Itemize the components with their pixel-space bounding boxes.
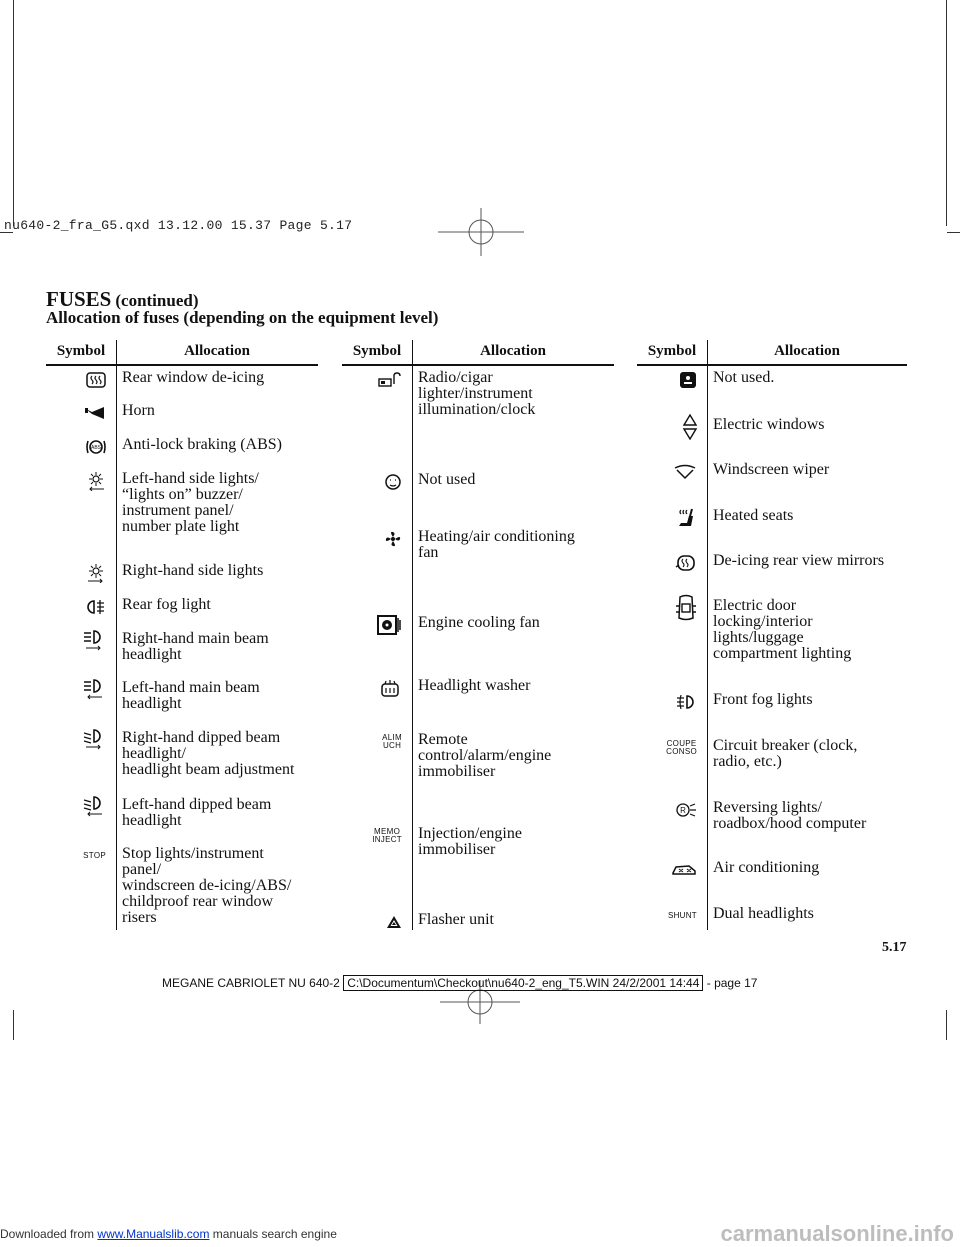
column-divider	[116, 340, 117, 930]
column-header	[637, 340, 907, 364]
fuse-allocation: Heated seats	[713, 507, 794, 524]
header-symbol: Symbol	[352, 343, 402, 359]
alim-uch-icon	[342, 732, 408, 752]
svg-text:ABS: ABS	[90, 445, 102, 451]
fuse-allocation: Electric door locking/interior lights/luggage compartment lighting	[713, 597, 852, 662]
fuse-allocation: Not used	[418, 471, 476, 488]
front-fog-lights-icon	[637, 692, 703, 712]
section-subtitle: Allocation of fuses (depending on the equipment level)	[46, 308, 439, 327]
fuse-allocation: Right-hand dipped beam headlight/ headlight beam adjustment	[122, 729, 295, 778]
header-rule	[342, 364, 614, 366]
heating-fan-icon	[342, 529, 408, 549]
fuse-allocation: Left-hand side lights/ “lights on” buzzer/ instrument panel/ number plate light	[122, 470, 259, 535]
heated-seats-icon	[637, 508, 703, 528]
manualslib-link[interactable]: www.Manualslib.com	[97, 1227, 210, 1241]
crop-mark	[13, 0, 14, 226]
radio-cigar-lighter-icon	[342, 370, 408, 390]
dipped-beam-right-icon	[46, 730, 112, 750]
headlight-washer-icon	[342, 678, 408, 698]
reversing-lights-icon	[637, 800, 703, 820]
de-icing-mirrors-icon	[637, 553, 703, 573]
header-allocation: Allocation	[184, 343, 250, 359]
crop-mark	[947, 232, 960, 233]
fuse-allocation: Right-hand side lights	[122, 562, 264, 579]
title-suffix: (continued)	[115, 291, 199, 310]
side-lights-right-icon	[46, 563, 112, 583]
side-lights-left-icon	[46, 471, 112, 491]
fuse-allocation: Horn	[122, 402, 155, 419]
crop-mark	[946, 1010, 947, 1040]
file-stamp: nu640-2_fra_G5.qxd 13.12.00 15.37 Page 5.17	[4, 218, 353, 233]
download-after: manuals search engine	[212, 1227, 337, 1241]
fuse-allocation: Rear fog light	[122, 596, 211, 613]
header-allocation: Allocation	[480, 343, 546, 359]
registration-target-icon	[438, 208, 524, 256]
column-header	[342, 340, 614, 364]
column-divider	[707, 340, 708, 930]
fuse-allocation: Reversing lights/ roadbox/hood computer	[713, 799, 867, 832]
icon-label: STOP	[83, 851, 106, 860]
fuse-allocation: Left-hand dipped beam headlight	[122, 796, 272, 829]
fuse-allocation: Flasher unit	[418, 911, 494, 928]
engine-cooling-fan-icon	[342, 615, 408, 635]
download-before: Downloaded from	[0, 1227, 95, 1241]
page-number: 5.17	[882, 940, 907, 955]
air-conditioning-icon	[637, 860, 703, 880]
fuse-allocation: Electric windows	[713, 416, 825, 433]
fuse-allocation: Engine cooling fan	[418, 614, 540, 631]
header-symbol: Symbol	[647, 343, 697, 359]
icon-label: ALIM UCH	[382, 733, 402, 750]
fuse-allocation: Dual headlights	[713, 905, 814, 922]
fuse-allocation: Left-hand main beam headlight	[122, 679, 260, 712]
fuse-column-3	[637, 340, 907, 930]
windscreen-wiper-icon	[637, 462, 703, 482]
abs-icon	[46, 437, 112, 457]
fuse-allocation: Anti-lock braking (ABS)	[122, 436, 282, 453]
fuse-allocation: De-icing rear view mirrors	[713, 552, 885, 569]
stop-icon	[46, 846, 112, 866]
header-rule	[637, 364, 907, 366]
fuse-allocation: Rear window de-icing	[122, 369, 265, 386]
flasher-unit-icon	[342, 912, 408, 932]
fuse-allocation: Right-hand main beam headlight	[122, 630, 269, 663]
icon-label: MEMO INJECT	[372, 827, 402, 844]
fuse-allocation: Stop lights/instrument panel/ windscreen de-icing/ABS/ childproof rear window risers	[122, 845, 292, 926]
header-symbol: Symbol	[56, 343, 106, 359]
not-used-box-icon	[637, 370, 703, 390]
rear-window-de-icing-icon	[46, 370, 112, 390]
fuse-allocation: Windscreen wiper	[713, 461, 830, 478]
header-allocation: Allocation	[774, 343, 840, 359]
icon-label: COUPE CONSO	[666, 739, 697, 756]
fuse-allocation: Headlight washer	[418, 677, 531, 694]
door-locking-icon	[637, 598, 703, 618]
coupe-conso-icon	[637, 738, 703, 758]
footer	[162, 976, 757, 990]
fuse-allocation: Front fog lights	[713, 691, 813, 708]
fuse-allocation: Heating/air conditioning fan	[418, 528, 575, 561]
electric-windows-icon	[637, 417, 703, 437]
fuse-column-1	[46, 340, 318, 930]
rear-fog-light-icon	[46, 597, 112, 617]
fuse-allocation: Injection/engine immobiliser	[418, 825, 522, 858]
crop-mark	[946, 0, 947, 226]
column-divider	[412, 340, 413, 930]
header-rule	[46, 364, 318, 366]
memo-inject-icon	[342, 826, 408, 846]
main-beam-right-icon	[46, 631, 112, 651]
dipped-beam-left-icon	[46, 797, 112, 817]
fuse-allocation: Air conditioning	[713, 859, 820, 876]
fuse-allocation: Remote control/alarm/engine immobiliser	[418, 731, 552, 780]
footer-path: C:\Documentum\Checkout\nu640-2_eng_T5.WIN 24/2/2001 14:44	[343, 975, 703, 991]
footer-prefix: MEGANE CABRIOLET NU 640-2	[162, 976, 340, 990]
not-used-icon	[342, 472, 408, 492]
crop-mark	[13, 1010, 14, 1040]
svg-text:R: R	[680, 806, 686, 815]
horn-icon	[46, 403, 112, 423]
column-header	[46, 340, 318, 364]
shunt-icon	[637, 906, 703, 926]
fuse-column-2	[342, 340, 614, 930]
footer-suffix: - page 17	[706, 976, 758, 990]
fuse-allocation: Not used.	[713, 369, 775, 386]
title-main: FUSES	[46, 287, 112, 311]
download-note	[0, 1227, 337, 1241]
watermark: carmanualsonline.info	[720, 1221, 954, 1246]
fuse-allocation: Radio/cigar lighter/instrument illumination/clock	[418, 369, 536, 418]
icon-label: SHUNT	[667, 911, 697, 920]
main-beam-left-icon	[46, 680, 112, 700]
fuse-allocation: Circuit breaker (clock, radio, etc.)	[713, 737, 858, 770]
